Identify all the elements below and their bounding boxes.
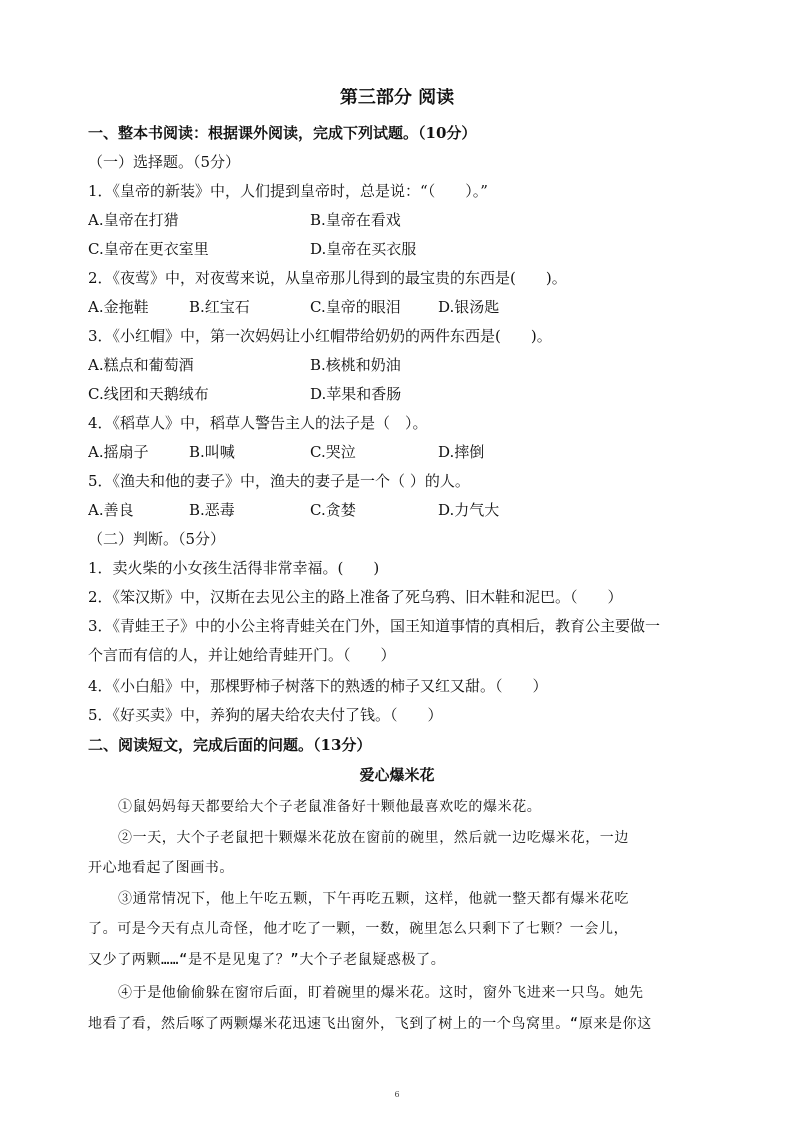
option-b: B.叫喊: [189, 443, 235, 461]
judgement-line: 1．卖火柴的小女孩生活得非常幸福。( ): [88, 559, 380, 577]
options-row: [88, 355, 718, 375]
option-d: D.摔倒: [438, 443, 485, 461]
option-c: C.皇帝的眼泪: [310, 298, 401, 316]
option-b: B.恶毒: [189, 501, 235, 519]
options-row: [88, 442, 718, 462]
options-row: [88, 384, 718, 404]
options-row: [88, 239, 718, 259]
options-row: [88, 210, 718, 230]
section2-heading: 二、阅读短文，完成后面的问题。（13分）: [88, 736, 372, 754]
options-row: [88, 297, 718, 317]
judgement-line: 3．《青蛙王子》中的小公主将青蛙关在门外，国王知道事情的真相后，教育公主要做一: [88, 617, 661, 635]
story-paragraph-line: 地看了看，然后啄了两颗爆米花迅速飞出窗外，飞到了树上的一个鸟窝里。“原来是你这: [88, 1016, 652, 1032]
question-3: 3．《小红帽》中，第一次妈妈让小红帽带给奶奶的两件东西是( )。: [88, 327, 552, 345]
option-a: A.善良: [88, 501, 134, 519]
option-a: A.皇帝在打猎: [88, 211, 179, 229]
story-paragraph-line: 又少了两颗……“是不是见鬼了？”大个子老鼠疑惑极了。: [88, 952, 446, 968]
page-title: 第三部分 阅读: [339, 88, 455, 108]
story-paragraph-line: 了。可是今天有点儿奇怪，他才吃了一颗，一数，碗里怎么只剩下了七颗？一会儿，: [88, 921, 629, 937]
section1-heading: 一、整本书阅读：根据课外阅读，完成下列试题。（10分）: [88, 124, 477, 142]
story-paragraph-line: ④于是他偷偷躲在窗帘后面，盯着碗里的爆米花。这时，窗外飞进来一只鸟。她先: [118, 985, 644, 1001]
story-paragraph-line: ③通常情况下，他上午吃五颗，下午再吃五颗，这样，他就一整天都有爆米花吃: [118, 891, 629, 907]
option-c: C.皇帝在更衣室里: [88, 240, 209, 258]
option-d: D.力气大: [438, 501, 500, 519]
story-paragraph-line: 开心地看起了图画书。: [88, 860, 234, 876]
option-a: A.摇扇子: [88, 443, 149, 461]
story-paragraph-line: ①鼠妈妈每天都要给大个子老鼠准备好十颗他最喜欢吃的爆米花。: [118, 799, 542, 815]
story-paragraph-line: ②一天，大个子老鼠把十颗爆米花放在窗前的碗里，然后就一边吃爆米花，一边: [118, 830, 629, 846]
option-a: A.金拖鞋: [88, 298, 149, 316]
judgement-line: 5．《好买卖》中，养狗的屠夫给农夫付了钱。（ ）: [88, 706, 443, 724]
page-number: 6: [394, 1090, 400, 1099]
option-a: A.糕点和葡萄酒: [88, 356, 194, 374]
judgement-line: 4．《小白船》中，那棵野柿子树落下的熟透的柿子又红又甜。（ ）: [88, 677, 548, 695]
option-c: C.哭泣: [310, 443, 356, 461]
judgement-line: 2．《笨汉斯》中，汉斯在去见公主的路上准备了死乌鸦、旧木鞋和泥巴。（ ）: [88, 588, 623, 606]
judgement-line: 个言而有信的人，并让她给青蛙开门。（ ）: [88, 646, 396, 664]
options-row: [88, 500, 718, 520]
option-b: B.核桃和奶油: [310, 356, 401, 374]
question-2: 2．《夜莺》中，对夜莺来说，从皇帝那儿得到的最宝贵的东西是( )。: [88, 269, 567, 287]
option-d: D.皇帝在买衣服: [310, 240, 417, 258]
option-d: D.苹果和香肠: [310, 385, 402, 403]
story-title: 爱心爆米花: [359, 766, 435, 784]
part2-heading: （二）判断。（5分）: [88, 530, 226, 548]
option-c: C.贪婪: [310, 501, 356, 519]
question-4: 4．《稻草人》中，稻草人警告主人的法子是（ ）。: [88, 414, 428, 432]
option-b: B.皇帝在看戏: [310, 211, 401, 229]
question-1: 1．《皇帝的新装》中，人们提到皇帝时，总是说：“（ ）。”: [88, 182, 488, 200]
part1-heading: （一）选择题。（5分）: [88, 153, 241, 171]
option-c: C.线团和天鹅绒布: [88, 385, 209, 403]
question-5: 5．《渔夫和他的妻子》中，渔夫的妻子是一个（ ）的人。: [88, 472, 470, 490]
option-d: D.银汤匙: [438, 298, 500, 316]
option-b: B.红宝石: [189, 298, 250, 316]
